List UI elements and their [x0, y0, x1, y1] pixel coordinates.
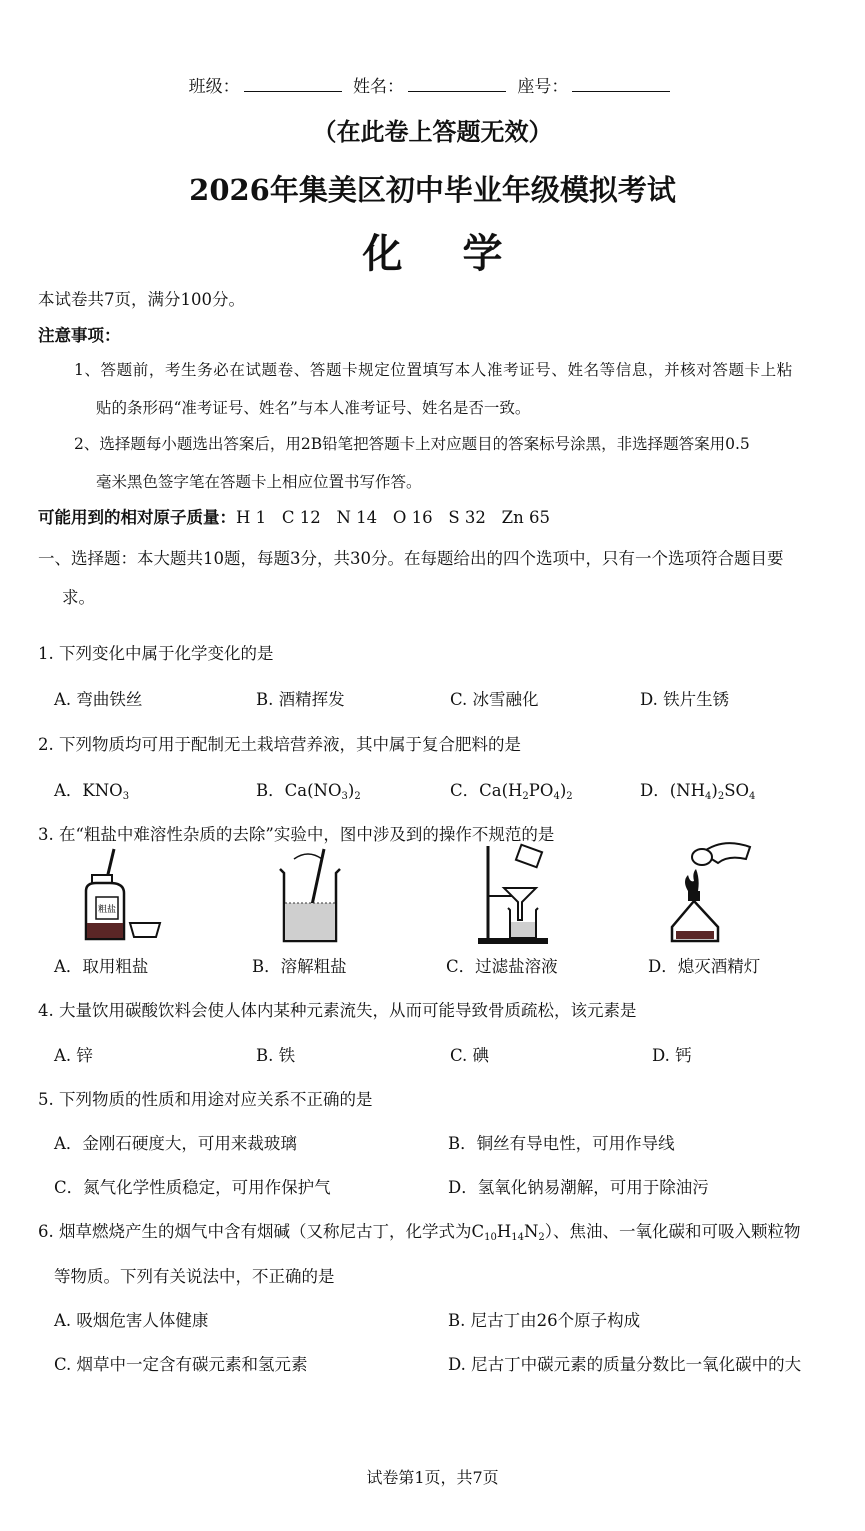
- q1-option-d: D. 铁片生锈: [640, 690, 730, 709]
- funnel: [504, 888, 536, 920]
- note-item-2-line-2: 毫米黑色签字笔在答题卡上相应位置书写作答。: [96, 473, 422, 491]
- q6-text-pre: 6. 烟草燃烧产生的烟气中含有烟碱（又称尼古丁，化学式为C: [38, 1222, 485, 1241]
- evaporating-dish: [130, 923, 160, 937]
- question-6-line-2: 等物质。下列有关说法中，不正确的是: [54, 1267, 335, 1286]
- q6-option-c: C. 烟草中一定含有碳元素和氢元素: [54, 1355, 308, 1374]
- atomic-mass-line: [38, 504, 550, 528]
- note-item-2-line-1: 2、选择题每小题选出答案后，用2B铅笔把答题卡上对应题目的答案标号涂黑，非选择题答案用0.5: [74, 435, 750, 453]
- name-blank: [408, 77, 506, 92]
- q6-sub-n: 2: [538, 1232, 545, 1243]
- q3-option-c: C．过滤盐溶液: [446, 957, 558, 976]
- q2-d-paren: ): [711, 781, 718, 800]
- filtrate: [511, 922, 535, 937]
- q4-option-a: A. 锌: [54, 1046, 93, 1065]
- q2-b-text: B．Ca(NO: [256, 781, 342, 800]
- class-blank: [244, 77, 342, 92]
- seat-blank: [572, 77, 670, 92]
- flame: [685, 869, 699, 891]
- q2-option-a: [54, 777, 129, 802]
- q2-b-sub: 3: [341, 791, 348, 802]
- q5-option-d: D．氢氧化钠易潮解，可用于除油污: [448, 1178, 709, 1197]
- q6-sub-c: 10: [484, 1232, 497, 1243]
- q4-option-c: C. 碘: [450, 1046, 490, 1065]
- q2-d-sub3: 4: [749, 791, 756, 802]
- invalid-answer-note: （在此卷上答题无效）: [312, 117, 553, 146]
- seat-label: 座号：: [517, 77, 569, 97]
- q2-d-post: SO: [724, 781, 750, 800]
- figure-take-salt: [78, 845, 170, 945]
- note-item-1-line-1: 1、答题前，考生务必在试题卷、答题卡规定位置填写本人准考证号、姓名等信息，并核对答题卡上粘: [74, 361, 793, 379]
- q2-b-paren: ): [347, 781, 355, 800]
- figure-extinguish-lamp: [662, 835, 762, 947]
- q2-c-sub3: 2: [566, 791, 573, 802]
- class-label: 班级：: [188, 77, 240, 97]
- question-2-stem: 2. 下列物质均可用于配制无土栽培营养液，其中属于复合肥料的是: [38, 735, 521, 754]
- q2-c-paren: ): [559, 781, 567, 800]
- q3-option-d: D．熄灭酒精灯: [648, 957, 761, 976]
- atomic-mass-label: 可能用到的相对原子质量：: [38, 508, 236, 527]
- stir-arrow: [294, 854, 322, 859]
- question-4-stem: 4. 大量饮用碳酸饮料会使人体内某种元素流失，从而可能导致骨质疏松，该元素是: [38, 1001, 637, 1020]
- q4-option-d: D. 钙: [652, 1046, 692, 1065]
- q2-a-text: A．KNO: [54, 781, 123, 800]
- section-1-line-2: 求。: [62, 588, 95, 607]
- beaker-liquid: [285, 903, 335, 940]
- q6-option-b: B. 尼古丁由26个原子构成: [448, 1311, 641, 1330]
- paper-info: 本试卷共7页，满分100分。: [38, 290, 245, 309]
- figure-dissolve-salt: [272, 845, 352, 945]
- q3-option-a: A．取用粗盐: [54, 957, 149, 976]
- atomic-mass-values: H 1 C 12 N 14 O 16 S 32 Zn 65: [236, 508, 550, 527]
- q2-option-d: [640, 777, 755, 802]
- q6-option-a: A. 吸烟危害人体健康: [54, 1311, 209, 1330]
- question-3-stem: 3. 在“粗盐中难溶性杂质的去除”实验中，图中涉及到的操作不规范的是: [38, 825, 555, 844]
- question-1-stem: 1. 下列变化中属于化学变化的是: [38, 644, 274, 663]
- notes-heading: 注意事项：: [38, 326, 121, 345]
- q5-option-a: A．金刚石硬度大，可用来裁玻璃: [54, 1134, 297, 1153]
- note-item-1-line-2: 贴的条形码“准考证号、姓名”与本人准考证号、姓名是否一致。: [96, 399, 531, 417]
- q6-text-post: ）、焦油、一氧化碳和可吸入颗粒物: [544, 1222, 801, 1241]
- q6-h: H: [496, 1222, 512, 1241]
- q2-option-c: [450, 777, 573, 802]
- q4-option-b: B. 铁: [256, 1046, 296, 1065]
- q2-c-text: C．Ca(H: [450, 781, 523, 800]
- exam-title: 2026年集美区初中毕业年级模拟考试: [189, 173, 676, 207]
- q6-option-d: D. 尼古丁中碳元素的质量分数比一氧化碳中的大: [448, 1355, 802, 1374]
- q6-sub-h: 14: [511, 1232, 524, 1243]
- q1-option-c: C. 冰雪融化: [450, 690, 539, 709]
- q3-option-b: B．溶解粗盐: [252, 957, 347, 976]
- q2-a-sub: 3: [122, 791, 130, 802]
- subject-title: 化学: [362, 230, 563, 277]
- q1-option-b: B. 酒精挥发: [256, 690, 345, 709]
- q5-option-b: B．铜丝有导电性，可用作导线: [448, 1134, 675, 1153]
- question-5-stem: 5. 下列物质的性质和用途对应关系不正确的是: [38, 1090, 373, 1109]
- q2-c-sub2: 4: [553, 791, 560, 802]
- student-info-line: [0, 72, 865, 97]
- pouring-beaker: [516, 845, 542, 868]
- page-footer: 试卷第1页，共7页: [366, 1468, 499, 1487]
- q2-c-mid: PO: [528, 781, 554, 800]
- q2-d-sub: 4: [705, 791, 712, 802]
- q2-c-sub: 2: [522, 791, 529, 802]
- q6-n: N: [523, 1222, 539, 1241]
- q2-b-sub2: 2: [354, 791, 361, 802]
- q1-option-a: A. 弯曲铁丝: [54, 690, 143, 709]
- lamp-cap: [692, 849, 712, 865]
- q5-option-c: C．氮气化学性质稳定，可用作保护气: [54, 1178, 331, 1197]
- q2-option-b: [256, 777, 361, 802]
- question-6-line-1: [38, 1218, 801, 1243]
- lamp-alcohol: [676, 931, 714, 939]
- name-label: 姓名：: [353, 77, 404, 97]
- jar-label: 粗盐: [97, 905, 117, 915]
- q2-d-sub2: 2: [717, 791, 725, 802]
- q2-d-text: D．(NH: [640, 781, 705, 800]
- jar-contents: [87, 923, 123, 938]
- section-1-line-1: 一、选择题：本大题共10题，每题3分，共30分。在每题给出的四个选项中，只有一个选项符合题目要: [38, 549, 784, 568]
- figure-filter-solution: [474, 840, 564, 946]
